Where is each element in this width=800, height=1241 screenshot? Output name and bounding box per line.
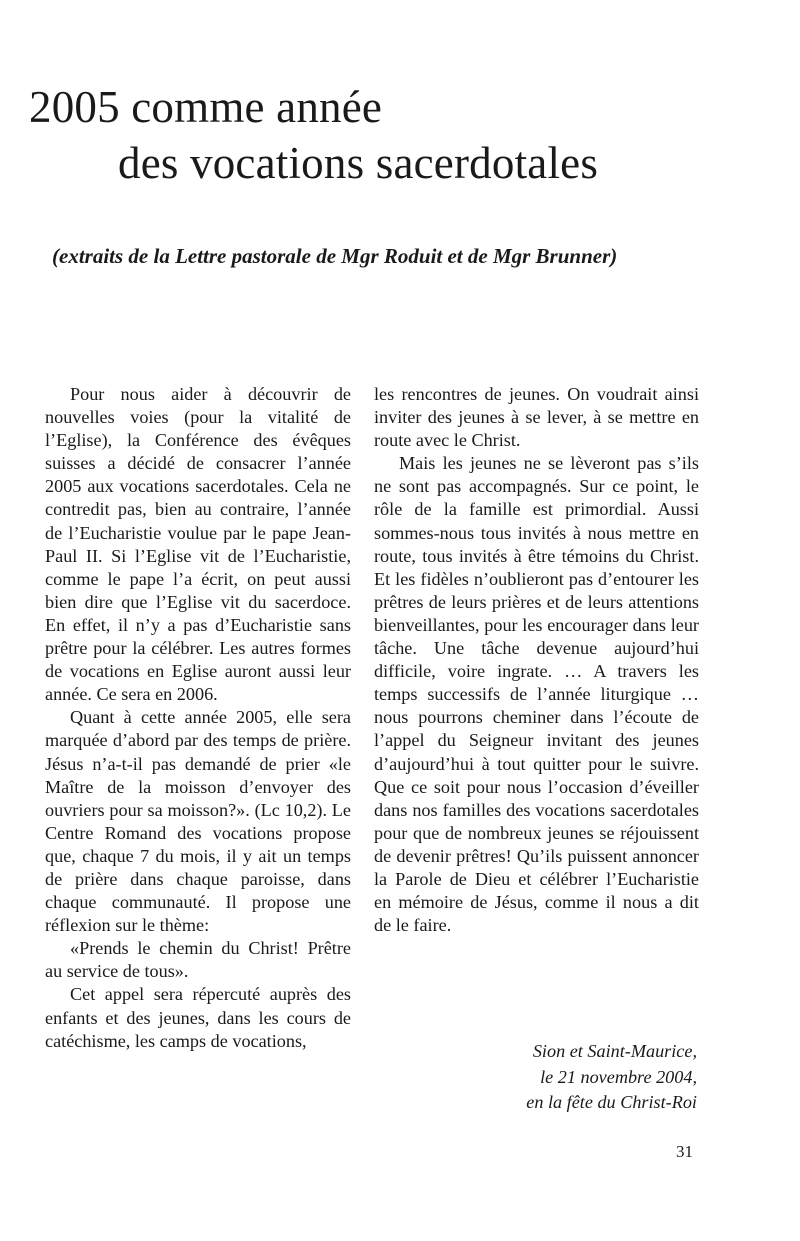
right-column [374,383,699,937]
signature-feast: en la fête du Christ-Roi [526,1092,697,1112]
paragraph-continuation: les rencontres de jeunes. On voudrait ainsi inviter des jeunes à se lever, à se mettre en route avec le Christ. [374,384,699,451]
signature-date: le 21 novembre 2004, [540,1066,697,1087]
signature-place: Sion et Saint-Maurice, [532,1041,697,1061]
signature-block [526,1039,697,1116]
page-number: 31 [676,1142,693,1161]
paragraph-1: Pour nous aider à découvrir de nouvelles voies (pour la vitalité de l’Eglise), la Conférence des évêques suisses a décidé de consacrer l’année 2005 aux vocations sacerdotales. Cela ne contredit pas, bien au contraire, l’année de l’Eucharistie voulue par le pape Jean-Paul II. Si l’Eglise vit de l’Eucharistie, comme le pape l’a écrit, on peut aussi bien dire que l’Eglise vit du sacerdoce. En effet, il n’y a pas d’Eucharistie sans prêtre pour la célébrer. Les autres formes de vocations en Eglise auront aussi leur année. Ce sera en 2006. [45,384,351,705]
page-title-line-1: 2005 comme année [29,82,383,132]
paragraph-4: Mais les jeunes ne se lèveront pas s’ils ne sont pas accompagnés. Sur ce point, le rôle de la famille est primordial. Aussi sommes-nous tous invités à nous mettre en route, tous invités à être témoins du Christ. Et les fidèles n’oublieront pas d’entourer les prêtres de leurs prières et de leurs attentions bienveillantes, pour les encourager dans leur tâche. Une tâche devenue aujourd’hui difficile, voire ingrate. … A travers les temps successifs de l’année liturgique … nous pourrons cheminer dans l’écoute de l’appel du Seigneur invitant des jeunes d’aujourd’hui à tout quitter pour le suivre. Que ce soit pour nous l’occasion d’éveiller dans nos familles des vocations sacerdotales pour que de nombreux jeunes se réjouissent de devenir prêtres! Qu’ils puissent annoncer la Parole de Dieu et célébrer l’Eucharistie en mémoire de Jésus, comme il nous a dit de le faire. [374,453,699,936]
page-title-line-2: des vocations sacerdotales [118,138,599,188]
paragraph-3: Cet appel sera répercuté auprès des enfants et des jeunes, dans les cours de catéchisme, les camps de vocations, [45,984,351,1051]
paragraph-2: Quant à cette année 2005, elle sera marquée d’abord par des temps de prière. Jésus n’a-t-il pas demandé de prier «le Maître de la moisson d’envoyer des ouvriers pour sa moisson?». (Lc 10,2). Le Centre Romand des vocations propose que, chaque 7 du mois, il y ait un temps de prière dans chaque paroisse, dans chaque communauté. Il propose une réflexion sur le thème: [45,707,351,936]
quote-paragraph: «Prends le chemin du Christ! Prêtre au service de tous». [45,938,351,982]
left-column [45,383,351,1053]
subtitle: (extraits de la Lettre pastorale de Mgr Roduit et de Mgr Brunner) [52,244,618,268]
